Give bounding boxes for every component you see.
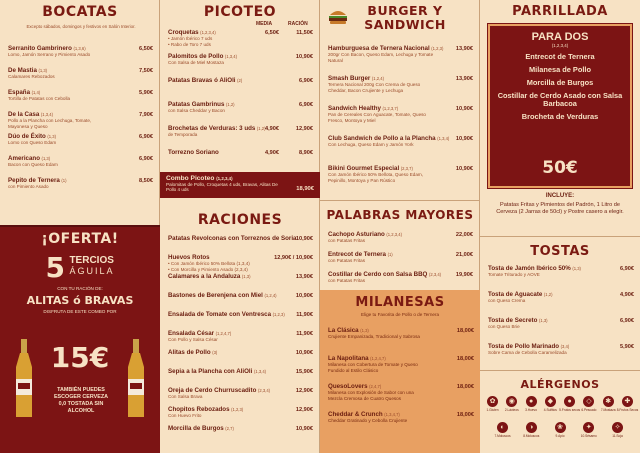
parrillada-item: Costillar de Cerdo Asado con Salsa Barbacoa — [497, 91, 623, 108]
item-desc: con Pimiento Asado — [8, 184, 49, 190]
allergen-item — [552, 422, 569, 438]
milanesa-item — [328, 356, 474, 373]
allergen-label: 4.Sulfitos — [543, 408, 557, 412]
item-name: Bastones de Berenjena con Miel — [168, 292, 263, 299]
item-allergens: (1,3,6) — [73, 46, 86, 51]
item-allergens: (1,2,4,7) — [370, 356, 386, 361]
menu-item — [168, 54, 313, 66]
column-picoteo — [160, 0, 320, 453]
item-price: 18,00€ — [456, 412, 474, 418]
bocatas-title: BOCATAS — [42, 4, 118, 20]
menu-item — [168, 126, 313, 138]
item-price-half: 4,90€ — [265, 126, 279, 132]
item-price: 5,90€ — [620, 344, 634, 350]
alergenos-row1 — [484, 396, 639, 412]
oferta-dish: ALITAS ó BRAVAS — [26, 294, 134, 307]
parrillada-includes: Patatas Fritas y Pimientos del Padrón, 1 Litro de Cerveza (2 Jarras de 50cl) y Postre casero a elegir. — [496, 202, 624, 215]
allergen-item — [542, 396, 559, 412]
menu-item — [8, 68, 153, 80]
bocatas-note: Excepto sábados, domingos y festivos en Salón Interior. — [26, 24, 136, 29]
item-name: Dúo de Éxito — [8, 133, 46, 140]
tostas-title: TOSTAS — [530, 244, 590, 259]
item-desc: Con Huevo Frito — [168, 413, 202, 419]
item-desc: Pan de Cereales Con Aguacate, Tomate, Queso Fresco, Montoya y Miel — [328, 112, 426, 123]
oferta-panel — [0, 225, 160, 453]
parrillada-item: Milanesa de Pollo — [528, 65, 592, 74]
menu-item — [168, 102, 313, 114]
alergenos-row2 — [494, 422, 626, 438]
allergen-label: 7.Mostaza — [600, 408, 616, 412]
milanesa-item — [328, 328, 474, 340]
item-allergens: (2,3,7) — [400, 166, 413, 171]
column-burger — [320, 0, 480, 453]
item-name: Patatas Gambrinus — [168, 101, 225, 108]
item-allergens: (1,2,4) — [371, 76, 384, 81]
divider-palabras — [320, 200, 480, 201]
menu-item — [168, 331, 313, 343]
menu-item — [488, 344, 634, 356]
milanesa-item — [328, 412, 474, 424]
allergen-icon: ◆ — [545, 396, 556, 407]
menu-item — [168, 78, 313, 84]
item-name: Costillar de Cerdo con Salsa BBQ — [328, 271, 428, 278]
item-desc: con Queso Brie — [488, 324, 520, 330]
allergen-icon: ◐ — [497, 422, 508, 433]
item-price-half: 4,90€ — [265, 150, 279, 156]
menu-item — [488, 292, 634, 304]
oferta-price: 15€ — [50, 341, 110, 374]
item-allergens: (3) — [212, 350, 218, 355]
item-allergens: (1) — [61, 178, 67, 183]
allergen-label: 8.Moluscos — [523, 434, 540, 438]
item-name: Calamares a la Andaluza — [168, 273, 241, 280]
item-name: Tosta de Secreto — [488, 317, 538, 324]
item-price: 10,90€ — [295, 293, 313, 299]
item-allergens: (2,3,4) — [428, 272, 442, 277]
item-price-full: 8,90€ — [299, 150, 313, 156]
item-name: Entrecot de Ternera — [328, 251, 386, 258]
parrillada-box — [488, 24, 632, 188]
item-allergens: (1,2,3,4) — [200, 30, 216, 35]
raciones-title: RACIONES — [197, 212, 283, 228]
allergen-item — [523, 422, 540, 438]
menu-item — [168, 312, 313, 318]
item-price: 22,00€ — [455, 232, 473, 238]
item-allergens: (1,3) — [572, 266, 581, 271]
parrillada-item: Brocheta de Verduras — [521, 112, 599, 121]
allergen-item — [484, 396, 501, 412]
item-allergens: (1,2) — [256, 126, 266, 131]
item-desc: Cheddar Gratinado y Cebolla Crujiente — [328, 418, 408, 424]
combo-name: Combo Picoteo — [166, 175, 215, 182]
item-name: Croquetas — [168, 29, 199, 36]
allergen-icon: ◉ — [506, 396, 517, 407]
allergen-label: 5.Frutos secos — [559, 408, 581, 412]
item-price-full: 10,90€ — [295, 54, 313, 60]
parrillada-price: 50€ — [542, 158, 578, 178]
allergen-label: 11.Soja — [612, 434, 623, 438]
item-name: Cachopo Asturiano — [328, 231, 385, 238]
item-name: Palomitos de Pollo — [168, 53, 224, 60]
item-price-full: 11,50€ — [296, 30, 313, 36]
menu-item — [8, 90, 153, 102]
item-allergens: (1,3) — [38, 68, 48, 73]
menu-item — [328, 252, 473, 264]
item-price: 11,90€ — [296, 331, 313, 337]
item-desc: Lomo, Jamón Serrano y Pimiento Asado — [8, 52, 91, 58]
item-desc: Milanesa con Explosión de Sabor con una Mezcla Cremosa de Cuatro Quesos — [328, 390, 414, 401]
parrillada-title: PARRILLADA — [512, 4, 608, 19]
item-desc: Con Salsa Brava — [168, 394, 203, 400]
parrillada-item: Morcilla de Burgos — [526, 78, 594, 87]
item-name: Tosta de Jamón Ibérico 50% — [488, 265, 571, 272]
item-price: 7,50€ — [139, 68, 153, 74]
item-name: Club Sandwich de Pollo a la Plancha — [328, 135, 436, 142]
alergenos-title: ALÉRGENOS — [520, 378, 600, 391]
menu-item — [8, 134, 153, 146]
item-allergens: (1,3,4,7) — [384, 412, 400, 417]
allergen-item — [559, 396, 581, 412]
item-price: 21,00€ — [455, 252, 473, 258]
item-price: 6,90€ — [139, 134, 153, 140]
item-name: España — [8, 89, 31, 96]
allergen-label: 7.Moluscos — [494, 434, 511, 438]
oferta-brand: ÁGUILA — [69, 266, 115, 276]
picoteo-col-half: MEDIA — [256, 21, 273, 27]
item-desc: de Temporada — [168, 132, 198, 138]
item-desc: con Queso Crema — [488, 298, 526, 304]
item-desc: • Jamón Ibérico 7 uds • Rabo de Toro 7 uds — [168, 36, 213, 47]
menu-item — [328, 272, 473, 284]
item-price: 6,90€ — [620, 318, 634, 324]
item-price: 12,90€ — [295, 407, 313, 413]
oferta-sub: CON TU RACIÓN DE: — [57, 286, 103, 291]
allergen-label: 6.Pescado — [581, 408, 597, 412]
item-desc: Bacon con Queso Edam — [8, 162, 58, 168]
parrillada-box-allergens: (1,2,3,4) — [551, 43, 569, 48]
menu-item — [168, 388, 313, 400]
item-desc: Con Jamón Ibérico 50% Bellota, Queso Edam, Pepinillo, Montoya y Pan Rústico — [328, 172, 423, 183]
allergen-item — [523, 396, 540, 412]
item-name: De la Casa — [8, 111, 40, 118]
menu-item — [488, 266, 634, 278]
item-price: 15,90€ — [295, 369, 313, 375]
item-desc: Sobre Cama de Cebolla Caramelizada — [488, 350, 567, 356]
item-name: Ensalada de Tomate con Ventresca — [168, 311, 272, 318]
burger-icon — [328, 8, 348, 26]
item-allergens: (2,4,7) — [369, 384, 382, 389]
column-parrillada — [480, 0, 640, 453]
menu-item — [488, 318, 634, 330]
item-price: 10,90€ — [295, 350, 313, 356]
item-allergens: (1,3) — [360, 328, 369, 333]
item-name: Sepia a la Plancha con AliOli — [168, 368, 253, 375]
item-name: La Napolitana — [328, 355, 369, 362]
menu-item — [8, 112, 153, 129]
beer-bottle-icon-left — [14, 339, 34, 419]
allergen-item — [616, 396, 639, 412]
menu-item — [328, 136, 473, 148]
item-name: Hamburguesa de Ternera Nacional — [328, 45, 430, 52]
allergen-item — [503, 396, 520, 412]
combo-desc: Palomitas de Pollo, Croquetas 4 uds, Bravas, Alitas De Pollo 4 uds — [166, 182, 278, 193]
item-allergens: (1,2) — [225, 102, 235, 107]
combo-allergens: (1,2,3,4) — [216, 176, 233, 181]
burger-title: BURGER Y SANDWICH — [364, 3, 446, 32]
item-price: 7,90€ — [139, 112, 153, 118]
item-price: 10,90€ — [295, 426, 313, 432]
item-name: Chopitos Rebozados — [168, 406, 230, 413]
item-name: Torrezno Soriano — [168, 149, 219, 156]
item-price: 18,00€ — [456, 328, 474, 334]
item-name: La Clásica — [328, 327, 359, 334]
item-price: 19,90€ — [455, 272, 473, 278]
oferta-count: 5 — [45, 251, 65, 284]
oferta-note: DISFRUTA DE ESTE COMBO POR — [43, 309, 117, 314]
item-name: De Mastia — [8, 67, 37, 74]
item-allergens: (1,3) — [241, 274, 251, 279]
item-price: 18,00€ — [456, 356, 474, 362]
item-price: 13,90€ — [455, 46, 473, 52]
item-name: Tosta de Aguacate — [488, 291, 543, 298]
item-price: 11,90€ — [296, 312, 313, 318]
allergen-icon: ✚ — [622, 396, 633, 407]
item-name: Patatas Revolconas con Torreznos de Soria — [168, 235, 297, 242]
item-name: Morcilla de Burgos — [168, 425, 224, 432]
beer-bottle-icon-right — [126, 339, 146, 419]
item-name: Brochetas de Verduras: 3 uds — [168, 125, 256, 132]
item-allergens: (1,2,3) — [272, 312, 285, 317]
item-price: 6,90€ — [620, 266, 634, 272]
allergen-label: 2.Lácteos — [504, 408, 519, 412]
menu-item — [168, 293, 313, 299]
item-price: 12,90€ / 10,90€ — [274, 255, 313, 261]
picoteo-title: PICOTEO — [203, 4, 277, 20]
item-price: 10,90€ — [455, 166, 473, 172]
item-allergens: (2,7) — [225, 426, 234, 431]
item-allergens: (1,3) — [47, 134, 57, 139]
item-allergens: (1) — [387, 252, 393, 257]
allergen-label: 8.Frutos Secos — [616, 408, 639, 412]
item-desc: Con Pollo y Salsa César — [168, 337, 218, 343]
item-allergens: (2,3,4) — [257, 388, 271, 393]
item-price: 6,90€ — [139, 156, 153, 162]
item-name: Patatas Bravas ó AliOli — [168, 77, 236, 84]
item-allergens: (1,2,3) — [231, 407, 244, 412]
item-price: 10,90€ — [455, 106, 473, 112]
combo-price: 18,90€ — [296, 186, 314, 192]
oferta-tercios — [0, 251, 160, 284]
menu-item — [328, 232, 473, 244]
allergen-item — [494, 422, 511, 438]
menu-item — [168, 30, 313, 47]
menu-item — [8, 46, 153, 58]
allergen-icon: ◇ — [583, 396, 594, 407]
milanesas-title: MILANESAS — [355, 295, 445, 310]
allergen-icon: ✱ — [603, 396, 614, 407]
oferta-extra: TAMBIÉN PUEDES ESCOGER CERVEZA 0,0 TOSTADA SIN ALCOHOL — [53, 387, 109, 414]
item-allergens: (1,3,4) — [253, 369, 267, 374]
item-name: QuesoLovers — [328, 383, 368, 390]
item-allergens: (1,2,3,4) — [386, 232, 403, 237]
parrillada-list — [490, 53, 630, 121]
item-allergens: (1,4) — [31, 90, 41, 95]
allergen-icon: ❀ — [555, 422, 566, 433]
item-price: 6,50€ — [139, 46, 153, 52]
item-name: Serranito Gambrinero — [8, 45, 72, 52]
allergen-icon: ✧ — [612, 422, 623, 433]
item-desc: con Patatas Fritas — [328, 258, 366, 264]
item-desc: con Salsa Cheddar y Bacon — [168, 108, 225, 114]
item-desc: con Patatas Fritas — [328, 238, 366, 244]
allergen-label: 9.Apio — [555, 434, 565, 438]
item-price: 18,00€ — [456, 384, 474, 390]
menu-item — [168, 350, 313, 356]
item-price: 10,90€ — [295, 236, 313, 242]
allergen-item — [580, 396, 597, 412]
allergen-label: 1.Gluten — [486, 408, 499, 412]
item-allergens: (2) — [237, 78, 243, 83]
item-price-full: 6,90€ — [299, 102, 313, 108]
allergen-label: 10.Sésamo — [580, 434, 597, 438]
item-price: 12,90€ — [295, 388, 313, 394]
allergen-item — [600, 396, 617, 412]
item-price-full: 6,90€ — [299, 78, 313, 84]
allergen-icon: ✦ — [583, 422, 594, 433]
divider-alergenos — [480, 370, 640, 371]
parrillada-box-title: PARA DOS — [531, 31, 589, 43]
oferta-tercios-label: TERCIOS — [69, 255, 114, 266]
menu-item — [328, 106, 473, 123]
menu-item — [168, 236, 313, 242]
item-name: Tosta de Pollo Marinado — [488, 343, 560, 350]
palabras-title: PALABRAS MAYORES — [326, 208, 474, 222]
menu-item — [168, 426, 313, 432]
item-price-full: 12,90€ — [295, 126, 313, 132]
item-price: 10,90€ — [455, 136, 473, 142]
menu-item — [168, 255, 313, 272]
item-name: Cheddar & Crunch — [328, 411, 383, 418]
menu-item — [328, 46, 473, 63]
item-allergens: (1,3) — [538, 318, 548, 323]
item-desc: Tomate Triturado y AOVE — [488, 272, 540, 278]
parrillada-item: Entrecot de Ternera — [525, 52, 595, 61]
item-price: 13,90€ — [455, 76, 473, 82]
combo-picoteo — [160, 172, 320, 198]
parrillada-includes-title: INCLUYE: — [545, 193, 575, 199]
item-allergens: (1,2,3) — [431, 46, 444, 51]
item-desc: Pollo a la Plancha con Lechuga, Tomate, Mayonesa y Queso — [8, 118, 92, 129]
divider-tostas — [480, 236, 640, 237]
item-allergens: (1,3,4) — [437, 136, 450, 141]
item-name: Sandwich Healthy — [328, 105, 381, 112]
item-desc: con Patatas Fritas — [328, 278, 366, 284]
menu-item — [168, 407, 313, 419]
item-allergens: (1,2) — [543, 292, 553, 297]
item-allergens: (1,2,3,7) — [382, 106, 399, 111]
item-name: Oreja de Cerdo Churruscadito — [168, 387, 257, 394]
item-allergens: (1,3,4) — [224, 54, 238, 59]
oferta-title: ¡OFERTA! — [41, 231, 119, 247]
allergen-icon: ● — [564, 396, 575, 407]
item-desc: Milanesa con Cobertura de Tomate y Queso Fundido al Estilo Clásico — [328, 362, 418, 373]
allergen-icon: ◑ — [526, 422, 537, 433]
picoteo-col-full: RACIÓN — [288, 21, 308, 27]
item-desc: Crujiente Empanizada, Tradicional y Sabrosa — [328, 334, 420, 340]
milanesas-panel — [320, 290, 480, 453]
item-desc: 200gr Con Bacon, Queso Edam, Lechuga y Tomate Natural — [328, 52, 434, 63]
item-name: Ensalada César — [168, 330, 215, 337]
allergen-icon: ✿ — [487, 396, 498, 407]
item-allergens: (1,3) — [41, 156, 51, 161]
item-name: Huevos Rotos — [168, 254, 210, 261]
item-name: Americano — [8, 155, 40, 162]
item-price: 8,50€ — [139, 178, 153, 184]
allergen-item — [609, 422, 626, 438]
item-desc: • Con Jamón Ibérico 50% Bellota (1,3,4) • Con Morcilla y Pimiento Asado (2,3,4) — [168, 261, 250, 272]
item-allergens: (1,2,4) — [264, 293, 277, 298]
item-desc: Con Lechuga, Queso Edam y Jamón York — [328, 142, 414, 148]
menu-item — [8, 178, 153, 190]
item-name: Pepito de Ternera — [8, 177, 60, 184]
item-name: Alitas de Pollo — [168, 349, 211, 356]
column-bocatas — [0, 0, 160, 453]
menu-item — [328, 166, 473, 183]
menu-item — [168, 150, 313, 156]
item-desc: Ternera Nacional 200g Con Crema de Queso Cheddar, Bacon Crujiente y Lechuga — [328, 82, 421, 93]
milanesas-sub: Elige tu Favorita de Pollo o de Ternera — [360, 312, 440, 317]
item-price: 4,90€ — [620, 292, 634, 298]
item-desc: Tortilla de Patatas con Cebolla — [8, 96, 71, 102]
item-price: 5,90€ — [139, 90, 153, 96]
item-name: Bikini Gourmet Especial — [328, 165, 400, 172]
item-price: 13,90€ — [295, 274, 313, 280]
item-allergens: (3,4) — [560, 344, 570, 349]
allergen-label: 3.Huevo — [525, 408, 537, 412]
item-allergens: (1,2,4,7) — [215, 331, 232, 336]
item-allergens: (1,3,4) — [40, 112, 53, 117]
menu-item — [8, 156, 153, 168]
menu-item — [328, 76, 473, 93]
item-name: Smash Burger — [328, 75, 371, 82]
allergen-icon: ● — [526, 396, 537, 407]
item-desc: Calamares Rebozados — [8, 74, 55, 80]
item-price-half: 6,50€ — [265, 30, 279, 36]
milanesa-item — [328, 384, 474, 401]
item-desc: Lomo con Queso Edam — [8, 140, 57, 146]
menu-item — [168, 274, 313, 280]
menu-item — [168, 369, 313, 375]
item-desc: Con Salsa de Miel Mostaza — [168, 60, 224, 66]
allergen-item — [580, 422, 597, 438]
